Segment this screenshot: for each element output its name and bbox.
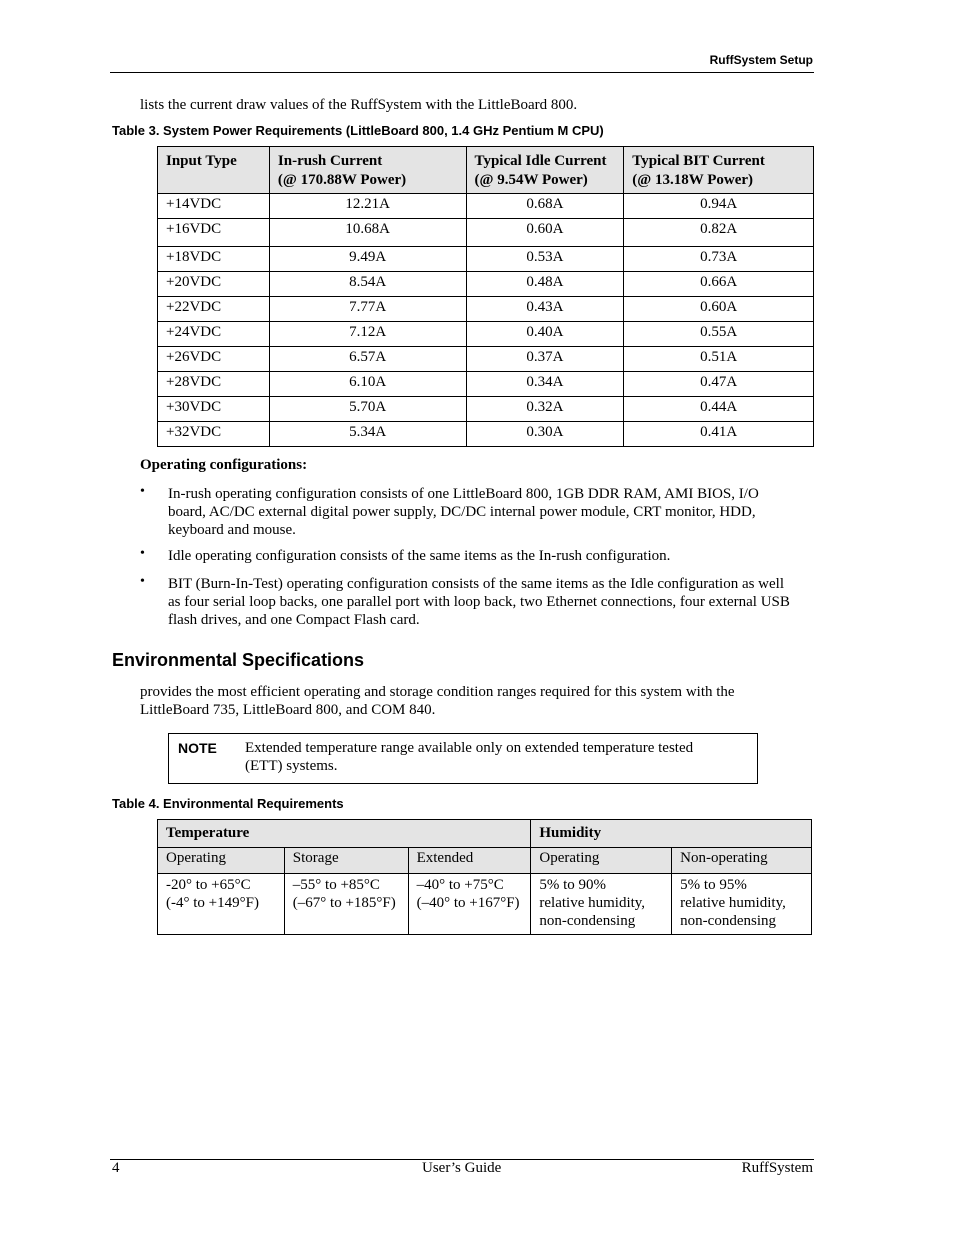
intro-paragraph	[140, 96, 820, 114]
cell-bit: 0.73A	[624, 247, 814, 272]
col-input-type: Input Type	[158, 147, 270, 194]
operating-configurations-heading: Operating configurations:	[140, 457, 308, 473]
table4-group-header-row	[158, 820, 812, 848]
sub-temp-operating: Operating	[158, 848, 285, 874]
cell-inrush: 6.10A	[269, 372, 466, 397]
table3-caption: Table 3. System Power Requirements (LittleBoard 800, 1.4 GHz Pentium M CPU)	[112, 123, 604, 138]
page-number: 4	[112, 1160, 120, 1176]
table-row	[158, 874, 812, 935]
table-row	[158, 322, 814, 347]
cell-idle: 0.30A	[466, 422, 624, 447]
table3-header-row	[158, 147, 814, 194]
cell-input: +30VDC	[158, 397, 270, 422]
cell-bit: 0.44A	[624, 397, 814, 422]
cell-bit: 0.55A	[624, 322, 814, 347]
cell-bit: 0.66A	[624, 272, 814, 297]
cell-idle: 0.40A	[466, 322, 624, 347]
list-item: In-rush operating configuration consists of one LittleBoard 800, 1GB DDR RAM, AMI BIOS, I/O board, AC/DC external digital power supply, DC/DC internal power module, CRT monitor, HDD, keyboard and mouse.	[168, 486, 759, 538]
cell-inrush: 6.57A	[269, 347, 466, 372]
cell-idle: 0.43A	[466, 297, 624, 322]
sub-temp-storage: Storage	[284, 848, 408, 874]
cell-idle: 0.37A	[466, 347, 624, 372]
cell-bit: 0.60A	[624, 297, 814, 322]
col-idle-current: Typical Idle Current (@ 9.54W Power)	[466, 147, 624, 194]
cell-bit: 0.41A	[624, 422, 814, 447]
table-row	[158, 372, 814, 397]
sub-temp-extended: Extended	[408, 848, 531, 874]
cell-input: +24VDC	[158, 322, 270, 347]
cell-input: +16VDC	[158, 219, 270, 247]
list-item: Idle operating configuration consists of the same items as the In-rush configuration.	[168, 548, 671, 564]
cell-bit: 0.51A	[624, 347, 814, 372]
cell-input: +26VDC	[158, 347, 270, 372]
cell-inrush: 7.77A	[269, 297, 466, 322]
sub-humidity-operating: Operating	[531, 848, 672, 874]
cell-temp-storage: –55° to +85°C (–67° to +185°F)	[284, 874, 408, 935]
table-row	[158, 194, 814, 219]
cell-idle: 0.53A	[466, 247, 624, 272]
col-bit-current: Typical BIT Current (@ 13.18W Power)	[624, 147, 814, 194]
table-row	[158, 219, 814, 247]
table4-caption: Table 4. Environmental Requirements	[112, 796, 344, 811]
note-text: Extended temperature range available only on extended temperature tested (ETT) systems.	[245, 740, 694, 774]
cell-input: +18VDC	[158, 247, 270, 272]
table-row	[158, 347, 814, 372]
table-row	[158, 397, 814, 422]
cell-input: +28VDC	[158, 372, 270, 397]
cell-bit: 0.82A	[624, 219, 814, 247]
footer-product-name: RuffSystem	[741, 1160, 813, 1176]
cell-idle: 0.60A	[466, 219, 624, 247]
cell-idle: 0.32A	[466, 397, 624, 422]
cell-inrush: 5.34A	[269, 422, 466, 447]
cell-idle: 0.68A	[466, 194, 624, 219]
cell-input: +22VDC	[158, 297, 270, 322]
cell-inrush: 10.68A	[269, 219, 466, 247]
cell-inrush: 5.70A	[269, 397, 466, 422]
intro-text: lists the current draw values of the RuffSystem with the LittleBoard 800.	[140, 97, 578, 113]
environmental-paragraph: provides the most efficient operating and storage condition ranges required for this system with the LittleBoard 735, LittleBoard 800, and COM 840.	[140, 684, 735, 718]
cell-temp-operating: -20° to +65°C (-4° to +149°F)	[158, 874, 285, 935]
cell-inrush: 9.49A	[269, 247, 466, 272]
cell-temp-extended: –40° to +75°C (–40° to +167°F)	[408, 874, 531, 935]
cell-inrush: 8.54A	[269, 272, 466, 297]
bullet-icon: •	[140, 546, 145, 561]
footer-document-title: User’s Guide	[422, 1160, 502, 1176]
section-heading-environmental: Environmental Specifications	[112, 650, 365, 670]
cell-input: +14VDC	[158, 194, 270, 219]
environmental-requirements-table	[157, 819, 812, 935]
sub-humidity-non-operating: Non-operating	[672, 848, 812, 874]
cell-input: +20VDC	[158, 272, 270, 297]
table-row	[158, 247, 814, 272]
bullet-icon: •	[140, 484, 145, 499]
table4-subheader-row	[158, 848, 812, 874]
cell-idle: 0.48A	[466, 272, 624, 297]
cell-inrush: 7.12A	[269, 322, 466, 347]
group-humidity: Humidity	[531, 820, 812, 848]
group-temperature: Temperature	[158, 820, 531, 848]
running-header-title: RuffSystem Setup	[709, 53, 813, 67]
list-item: BIT (Burn-In-Test) operating configuration consists of the same items as the Idle configuration as well as four serial loop backs, one parallel port with loop back, two Ethernet connections, four external USB flash drives, and one Compact Flash card.	[168, 576, 790, 628]
cell-inrush: 12.21A	[269, 194, 466, 219]
cell-idle: 0.34A	[466, 372, 624, 397]
header-rule	[110, 72, 814, 73]
cell-bit: 0.94A	[624, 194, 814, 219]
cell-humidity-operating: 5% to 90% relative humidity, non-condensing	[531, 874, 672, 935]
power-requirements-table	[157, 146, 814, 447]
bullet-icon: •	[140, 574, 145, 589]
table-row	[158, 272, 814, 297]
cell-humidity-non-operating: 5% to 95% relative humidity, non-condensing	[672, 874, 812, 935]
table-row	[158, 422, 814, 447]
table-row	[158, 297, 814, 322]
note-label: NOTE	[178, 740, 217, 756]
cell-input: +32VDC	[158, 422, 270, 447]
cell-bit: 0.47A	[624, 372, 814, 397]
col-inrush-current: In-rush Current (@ 170.88W Power)	[269, 147, 466, 194]
